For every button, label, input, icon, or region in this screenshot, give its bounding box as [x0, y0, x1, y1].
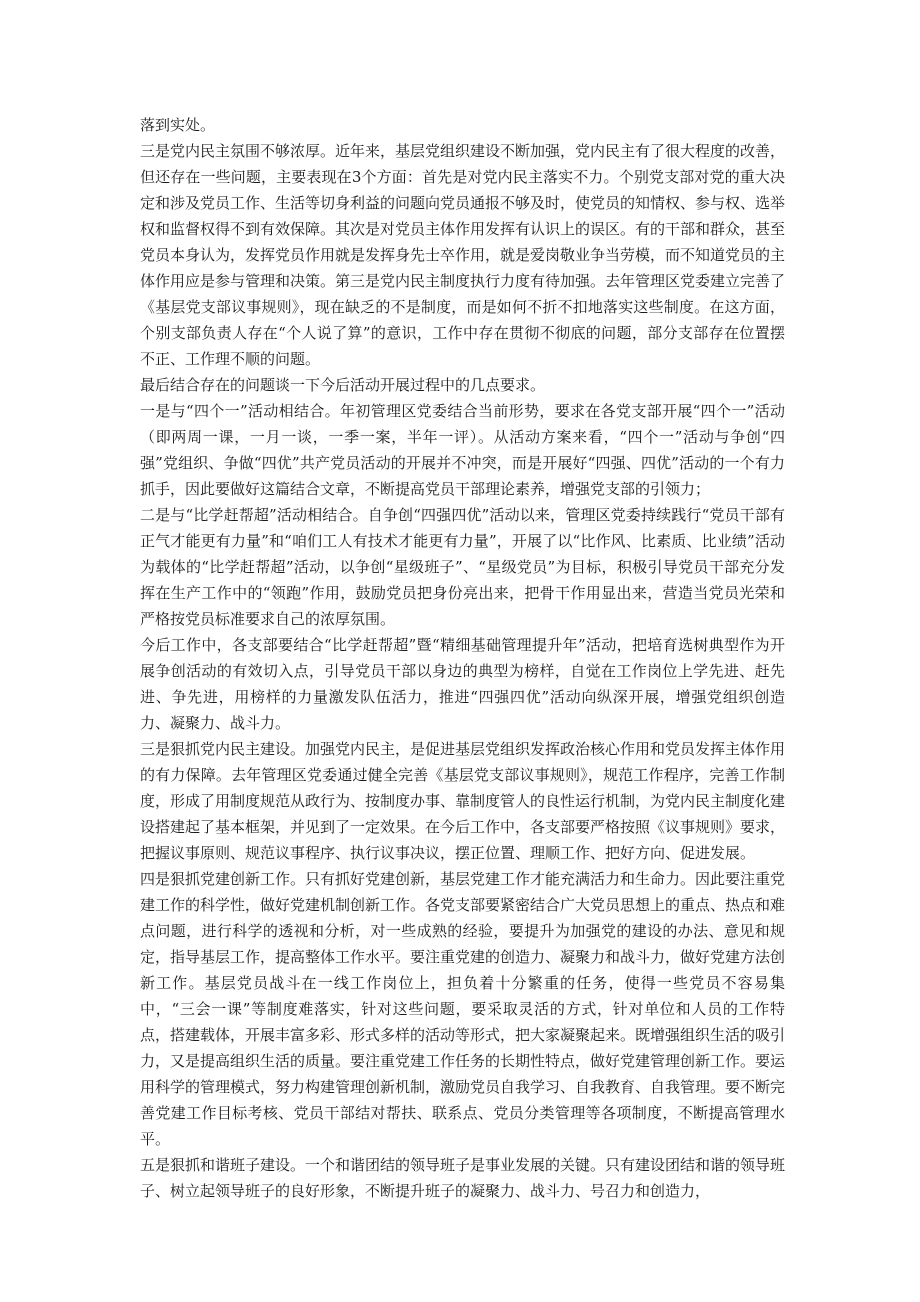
- paragraph: 落到实处。: [140, 116, 216, 134]
- paragraph: 一是与“四个一”活动相结合。年初管理区党委结合当前形势，要求在各党支部开展“四个一”活动（即两周一课，一月一谈，一季一案，半年一评）。从活动方案来看，“四个一”活动与争创“四强”党组织、争做“四优”共产党员活动的开展并不冲突，而是开展好“四强、四优”活动的一个有力抓手，因此要做好这篇结合文章，不断提高党员干部理论素养，增强党支部的引领力；: [140, 402, 785, 498]
- paragraph: 三是党内民主氛围不够浓厚。近年来，基层党组织建设不断加强，党内民主有了很大程度的改善，但还存在一些问题，主要表现在3个方面：首先是对党内民主落实不力。个别党支部对党的重大决定和涉及党员工作、生活等切身利益的问题向党员通报不够及时，使党员的知情权、参与权、选举权和监督权得不到有效保障。其次是对党员主体作用发挥有认识上的误区。有的干部和群众，甚至党员本身认为，发挥党员作用就是发挥身先士卒作用，就是爱岗敬业争当劳模，而不知道党员的主体作用应是参与管理和决策。第三是党内民主制度执行力度有待加强。去年管理区党委建立完善了《基层党支部议事规则》，现在缺乏的不是制度，而是如何不折不扣地落实这些制度。在这方面，个别支部负责人存在“个人说了算”的意识，工作中存在贯彻不彻底的问题，部分支部存在位置摆不正、工作理不顺的问题。: [140, 142, 786, 368]
- paragraph: 最后结合存在的问题谈一下今后活动开展过程中的几点要求。: [140, 376, 546, 394]
- paragraph: 今后工作中，各支部要结合“比学赶帮超”暨“精细基础管理提升年”活动，把培育选树典型作为开展争创活动的有效切入点，引导党员干部以身边的典型为榜样，自觉在工作岗位上学先进、赶先进、争先进，用榜样的力量激发队伍活力，推进“四强四优”活动向纵深开展，增强党组织创造力、凝聚力、战斗力。: [140, 636, 785, 732]
- paragraph: 四是狠抓党建创新工作。只有抓好党建创新，基层党建工作才能充满活力和生命力。因此要注重党建工作的科学性，做好党建机制创新工作。各党支部要紧密结合广大党员思想上的重点、热点和难点问题，进行科学的透视和分析，对一些成熟的经验，要提升为加强党的建设的办法、意见和规定，指导基层工作，提高整体工作水平。要注重党建的创造力、凝聚力和战斗力，做好党建方法创新工作。基层党员战斗在一线工作岗位上，担负着十分繁重的任务，使得一些党员不容易集中，“三会一课”等制度难落实，针对这些问题，要采取灵活的方式，针对单位和人员的工作特点，搭建载体，开展丰富多彩、形式多样的活动等形式，把大家凝聚起来。既增强组织生活的吸引力，又是提高组织生活的质量。要注重党建工作任务的长期性特点，做好党建管理创新工作。要运用科学的管理模式，努力构建管理创新机制，激励党员自我学习、自我教育、自我管理。要不断完善党建工作目标考核、党员干部结对帮扶、联系点、党员分类管理等各项制度，不断提高管理水平。: [140, 870, 786, 1148]
- paragraph: 二是与“比学赶帮超”活动相结合。自争创“四强四优”活动以来，管理区党委持续践行“党员干部有正气才能更有力量”和“咱们工人有技术才能更有力量”，开展了以“比作风、比素质、比业绩”活动为载体的“比学赶帮超”活动，以争创“星级班子”、“星级党员”为目标，积极引导党员干部充分发挥在生产工作中的“领跑”作用，鼓励党员把身份亮出来，把骨干作用显出来，营造当党员光荣和严格按党员标准要求自己的浓厚氛围。: [140, 506, 785, 628]
- paragraph: 五是狠抓和谐班子建设。一个和谐团结的领导班子是事业发展的关键。只有建设团结和谐的领导班子、树立起领导班子的良好形象，不断提升班子的凝聚力、战斗力、号召力和创造力，: [140, 1156, 786, 1200]
- document-page: [140, 112, 785, 1204]
- paragraph: 三是狠抓党内民主建设。加强党内民主，是促进基层党组织发挥政治核心作用和党员发挥主体作用的有力保障。去年管理区党委通过健全完善《基层党支部议事规则》，规范工作程序，完善工作制度，形成了用制度规范从政行为、按制度办事、靠制度管人的良性运行机制，为党内民主制度化建设搭建起了基本框架，并见到了一定效果。在今后工作中，各支部要严格按照《议事规则》要求，把握议事原则、规范议事程序、执行议事决议，摆正位置、理顺工作、把好方向、促进发展。: [140, 740, 786, 862]
